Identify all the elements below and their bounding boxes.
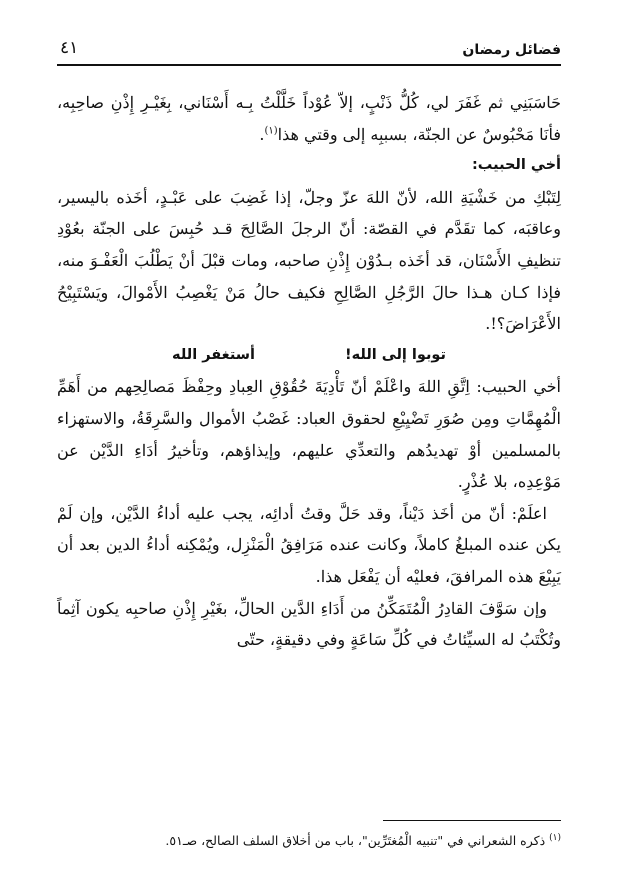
paragraph-4: اعلَمْ: أنّ من أخَذ دَيْناً، وقد حَلَّ وقتُ أدائِه، يجب عليه أداءُ الدَّيْن، وإن لَمْ يكن عنده المبلغُ كاملاً، وكانت عنده مَرَافِقُ الْمَنْزِل، ويُمْكِنه أداءُ الدين بعد أن يَبِيْعَ هذه المرافقَ، فعليْه أن يَفْعَل هذا. <box>57 503 561 586</box>
paragraph-2: لِتَبْكِ من خَشْيَةِ الله، لأنّ اللهَ عزّ وجلّ، إذا غَضِبَ على عَبْـدٍ، أخَذه باليسير، وعاقبَه، كما تقَدَّم في القصّة: أنّ الرجلَ الصَّالِحَ قـد حُبِسَ على الجنّة بعُوْدِ تنظيفِ الأَسْنَان، قد أخَذه بـدُوْن إِذْنِ صاحبه، ومات قبْلَ أنْ يَطْلُبَ الْعَفْـوَ منه، فإذا كـان هـذا حالَ الرَّجُلِ الصَّالِحِ فكيف حالُ مَنْ يَغْصِبُ الأَمْوالَ، ويَسْتَبِيْحُ الأَعْرَاضَ؟!. <box>57 187 561 334</box>
header-title: فضائل رمضان <box>462 42 561 58</box>
page-number: ٤١ <box>60 38 79 58</box>
paragraph-5: وإن سَوَّفَ القادِرُ الْمُتَمَكِّنُ من أَدَاءِ الدَّين الحالِّ، بغَيْرِ إِذْنِ صاحبِه يكون آثِماً وتُكْتَبُ له السيِّئاتُ في كُلِّ سَاعَةٍ وفي دقيقةٍ، حتّى <box>57 598 561 650</box>
footnote-divider <box>383 820 561 821</box>
paragraph-1 <box>57 87 561 150</box>
paragraph-1-end: . <box>259 124 265 144</box>
subheading-row <box>57 340 561 372</box>
subheading-forgiveness: أستغفر الله <box>172 346 255 363</box>
running-header <box>60 36 561 58</box>
footnote-text: ذكره الشعراني في "تنبيه الْمُغتَرِّين"، باب من أخلاق السلف الصالح، صـ٥١. <box>165 833 546 848</box>
footnote-marker: (١) <box>549 832 561 843</box>
subheading-repent: توبوا إلى الله! <box>345 346 446 363</box>
header-divider <box>57 64 561 66</box>
footnote-reference: (١) <box>264 125 278 137</box>
paragraph-1-text: حَاسَبَنِي ثم غَفَرَ لي، كُلُّ ذَنْبٍ، إلاّ عُوْداً خَلَّلْتُ بِـه أَسْنَاني، بِغَيْـرِ إِذْنِ صاحِبِه، فأنَا مَحْبُوسٌ عن الجنّة، بسببِه إلى وقتي هذا <box>57 93 561 144</box>
paragraph-3: أخي الحبيب: اِتَّقِ اللهَ واعْلَمْ أنّ تَأْدِيَةَ حُقُوْقِ العِبادِ وحِفْظَ مَصالِحِهم من أَهَمِّ الْمُهِمَّاتِ ومِن صُوَرِ تَضْيِيْعِ لحقوق العباد: غَصْبُ الأموال والسَّرِقَةُ، والاستهزاء بالمسلمين أوْ تهديدُهم والتعدِّي عليهم، وإيذاؤهم، وتأخيرُ أدَاءِ الدَّيْن عن مَوْعِدِه، بلا عُذْرٍ. <box>57 377 561 492</box>
main-text <box>57 87 561 656</box>
footnote <box>57 832 561 850</box>
section-heading: أخي الحبيب: <box>472 157 561 174</box>
